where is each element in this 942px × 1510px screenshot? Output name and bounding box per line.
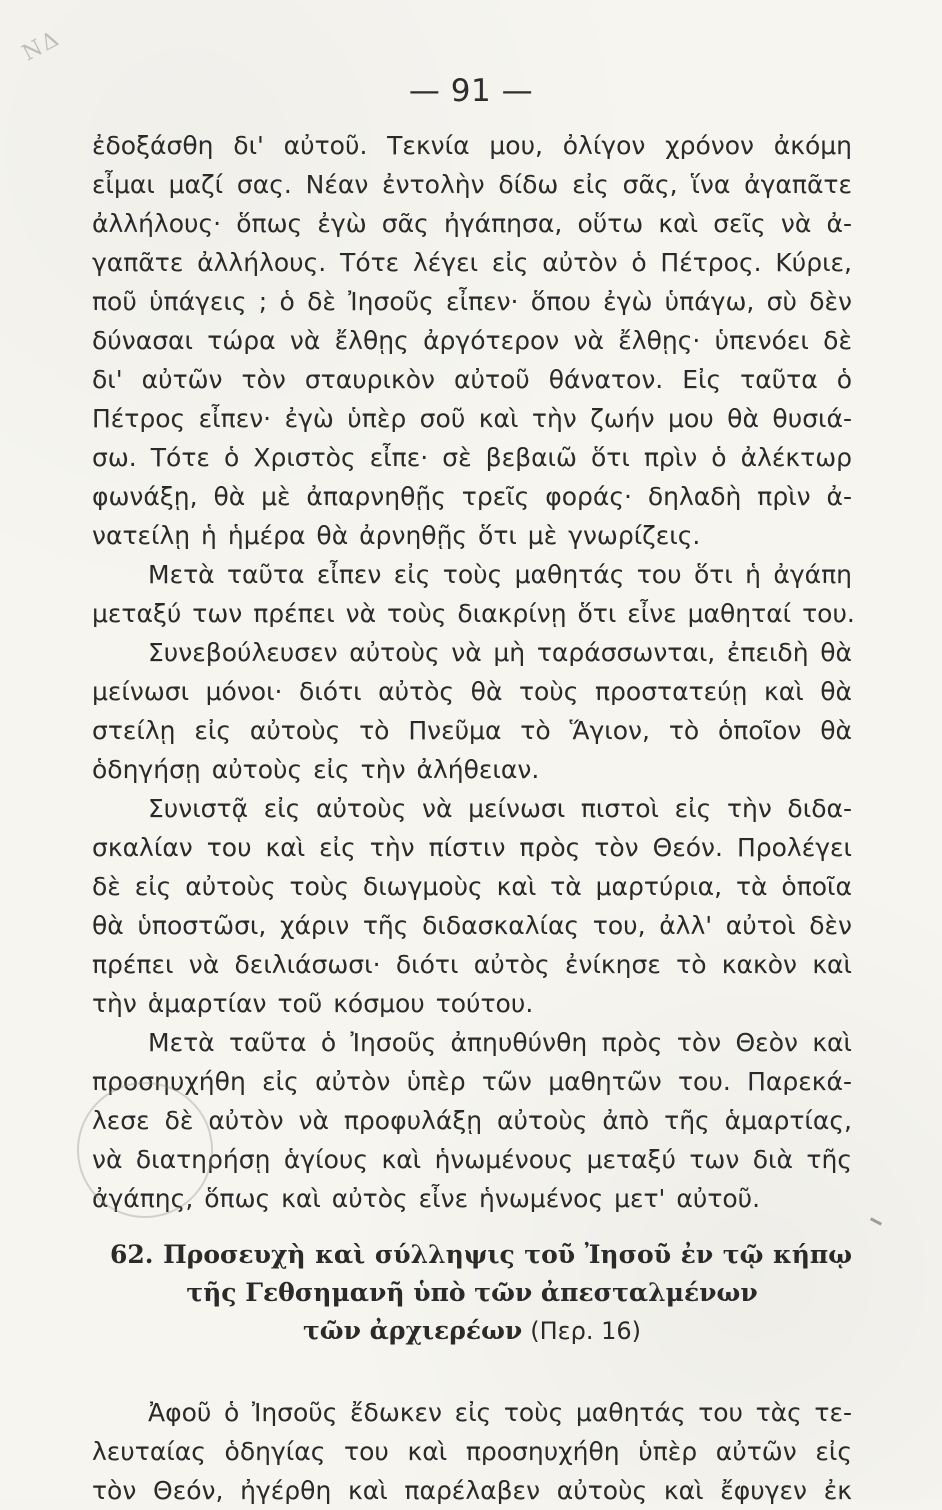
body-line-8: Πέτρος εἶπεν· ἐγὼ ὑπὲρ σοῦ καὶ τὴν ζωήν μου θὰ θυσιά- (92, 404, 852, 433)
body-line-19: σκαλίαν του καὶ εἰς τὴν πίστιν πρὸς τὸν Θεόν. Προλέγει (92, 833, 852, 862)
section-reference: (Περ. 16) (530, 1317, 642, 1345)
body-line-25: προσηυχήθη εἰς αὐτὸν ὑπὲρ τῶν μαθητῶν του. Παρεκά- (92, 1067, 852, 1096)
body-line-3: ἀλλήλους· ὅπως ἐγὼ σᾶς ἠγάπησα, οὕτω καὶ σεῖς νὰ ἀ- (92, 209, 852, 238)
section-gap (92, 1218, 852, 1230)
body-line-16: στείλῃ εἰς αὐτοὺς τὸ Πνεῦμα τὸ Ἅγιον, τὸ ὁποῖον θὰ (92, 716, 852, 745)
stamp-text-1: ΝΔ (18, 25, 65, 67)
body-line-20: δὲ εἰς αὐτοὺς τοὺς διωγμοὺς καὶ τὰ μαρτύρια, τὰ ὁποῖα (92, 872, 852, 901)
section-heading-line-1: 62. Προσευχὴ καὶ σύλληψις τοῦ Ἰησοῦ ἐν τῷ κήπῳ (110, 1240, 852, 1269)
body-line-5: ποῦ ὑπάγεις ; ὁ δὲ Ἰησοῦς εἶπεν· ὅπου ἐγὼ ὑπάγω, σὺ δὲν (92, 287, 852, 316)
section-heading (92, 1236, 852, 1350)
body-line-21: θὰ ὑποστῶσι, χάριν τῆς διδασκαλίας του, ἀλλ' αὐτοὶ δὲν (92, 911, 852, 940)
body-line-13: μεταξύ των πρέπει νὰ τοὺς διακρίνῃ ὅτι εἶνε μαθηταί του. (92, 599, 855, 628)
body-line-18: Συνιστᾷ εἰς αὐτοὺς νὰ μείνωσι πιστοὶ εἰς τὴν διδα- (148, 794, 852, 823)
body-line-22: πρέπει νὰ δειλιάσωσι· διότι αὐτὸς ἐνίκησε τὸ κακὸν καὶ (92, 950, 852, 979)
body-line-1: ἐδοξάσθη δι' αὐτοῦ. Τεκνία μου, ὀλίγον χρόνον ἀκόμη (92, 131, 852, 160)
body-line-2: εἶμαι μαζί σας. Νέαν ἐντολὴν δίδω εἰς σᾶς, ἵνα ἀγαπᾶτε (92, 170, 852, 199)
body-line-28: ἀγάπης, ὅπως καὶ αὐτὸς εἶνε ἡνωμένος μετ' αὐτοῦ. (92, 1184, 761, 1213)
after-line-2: λευταίας ὁδηγίας του καὶ προσηυχήθη ὑπὲρ αὐτῶν εἰς (92, 1437, 852, 1466)
section-heading-line-3-text: τῶν ἀρχιερέων (302, 1316, 523, 1345)
after-line-1: Ἀφοῦ ὁ Ἰησοῦς ἔδωκεν εἰς τοὺς μαθητάς του τὰς τε- (148, 1398, 852, 1427)
body-line-24: Μετὰ ταῦτα ὁ Ἰησοῦς ἀπηυθύνθη πρὸς τὸν Θεὸν καὶ (148, 1028, 852, 1057)
body-line-14: Συνεβούλευσεν αὐτοὺς νὰ μὴ ταράσσωνται, ἐπειδὴ θὰ (148, 638, 852, 667)
body-line-27: νὰ διατηρήσῃ ἁγίους καὶ ἡνωμένους μεταξύ των διὰ τῆς (92, 1145, 852, 1174)
body-line-23: τὴν ἁμαρτίαν τοῦ κόσμου τούτου. (92, 989, 534, 1018)
section-heading-line-3 (92, 1312, 852, 1350)
body-line-17: ὁδηγήσῃ αὐτοὺς εἰς τὴν ἀλήθειαν. (92, 755, 540, 784)
after-line-3: τὸν Θεόν, ἠγέρθη καὶ παρέλαβεν αὐτοὺς καὶ ἔφυγεν ἐκ (92, 1476, 852, 1505)
body-line-7: δι' αὐτῶν τὸν σταυρικὸν αὐτοῦ θάνατον. Εἰς ταῦτα ὁ (92, 365, 852, 394)
pencil-dash-mark (870, 1217, 882, 1225)
section-after-gap (92, 1350, 852, 1393)
body-line-15: μείνωσι μόνοι· διότι αὐτὸς θὰ τοὺς προστατεύῃ καὶ θὰ (92, 677, 852, 706)
page-number: — 91 — (408, 73, 534, 109)
body-line-6: δύνασαι τώρα νὰ ἔλθῃς ἀργότερον νὰ ἔλθῃς· ὑπενόει δὲ (92, 326, 852, 355)
body-line-9: σω. Τότε ὁ Χριστὸς εἶπε· σὲ βεβαιῶ ὅτι πρὶν ὁ ἀλέκτωρ (92, 443, 852, 472)
body-line-26: λεσε δὲ αὐτὸν νὰ προφυλάξῃ αὐτοὺς ἀπὸ τῆς ἁμαρτίας, (92, 1106, 852, 1135)
body-line-10: φωνάξῃ, θὰ μὲ ἀπαρνηθῇς τρεῖς φοράς· δηλαδὴ πρὶν ἀ- (92, 482, 852, 511)
section-heading-line-2: τῆς Γεθσημανῆ ὑπὸ τῶν ἀπεσταλμένων (186, 1278, 758, 1307)
body-line-4: γαπᾶτε ἀλλήλους. Τότε λέγει εἰς αὐτὸν ὁ Πέτρος. Κύριε, (92, 248, 852, 277)
page-content (92, 126, 855, 1510)
body-line-11: νατείλῃ ἡ ἡμέρα θὰ ἀρνηθῇς ὅτι μὲ γνωρίζεις. (92, 521, 701, 550)
body-line-12: Μετὰ ταῦτα εἶπεν εἰς τοὺς μαθητάς του ὅτι ἡ ἀγάπη (148, 560, 852, 589)
